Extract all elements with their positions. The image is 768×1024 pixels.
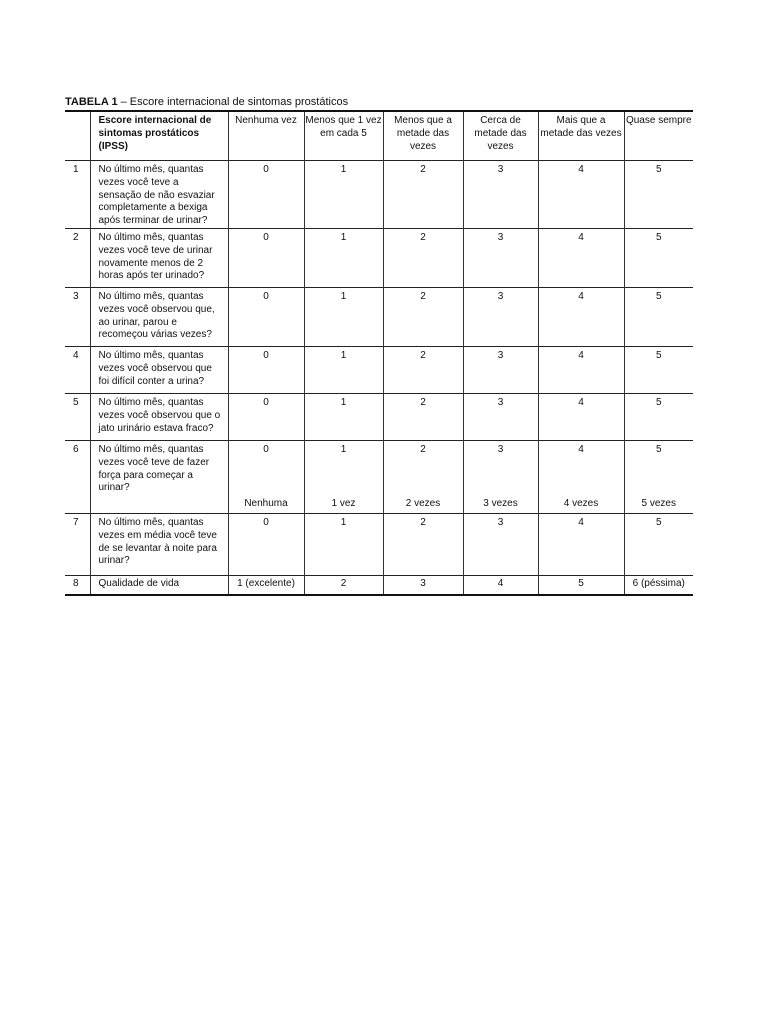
score-cell: 1 (excelente) [228,575,304,595]
row-question: No último mês, quantas vezes você teve de fazer força para começar a urinar? [90,440,228,513]
score-cell: 1 [304,513,383,575]
score-cell [463,440,538,513]
score-cell: 3 [383,575,463,595]
table-caption [65,96,693,110]
row-number: 6 [65,440,90,513]
row-number: 8 [65,575,90,595]
header-option-menos-1-em-5: Menos que 1 vez em cada 5 [304,111,383,161]
score-cell: 0 [228,513,304,575]
score-cell: 0 [228,161,304,229]
score-cell: 3 [463,161,538,229]
score-cell: 4 [463,575,538,595]
score-cell: 0 [228,228,304,287]
score-cell: 1 [304,161,383,229]
frequency-label: 5 vezes [641,498,676,510]
score-cell: 2 [383,513,463,575]
score-cell: 2 [383,287,463,346]
frequency-label: 4 vezes [563,498,599,510]
row-question: No último mês, quantas vezes você teve a sensação de não esvaziar completamente a bexiga após terminar de urinar? [90,161,228,229]
row-question: Qualidade de vida [90,575,228,595]
score-cell: 3 [463,346,538,393]
row-number: 4 [65,346,90,393]
score-cell: 3 [463,393,538,440]
score-cell: 5 [624,228,693,287]
score-cell: 4 [538,287,624,346]
header-number [65,111,90,161]
score-cell: 0 [228,346,304,393]
score-cell: 6 (péssima) [624,575,693,595]
header-question: Escore internacional de sintomas prostáticos (IPSS) [90,111,228,161]
header-option-menos-metade: Menos que a metade das vezes [383,111,463,161]
table-caption-text: – Escore internacional de sintomas prostáticos [117,96,349,108]
header-option-cerca-metade: Cerca de metade das vezes [463,111,538,161]
score-cell: 0 [228,393,304,440]
score-cell: 2 [383,228,463,287]
table-row [65,161,693,229]
table-caption-label: TABELA 1 [65,96,118,108]
header-option-nenhuma-vez: Nenhuma vez [228,111,304,161]
score-cell: 5 [624,393,693,440]
score-cell: 2 [383,161,463,229]
score-cell: 4 [538,161,624,229]
score-cell: 0 [228,287,304,346]
row-number: 5 [65,393,90,440]
score-cell: 1 [304,346,383,393]
score-cell: 2 [383,346,463,393]
score-value: 5 [655,443,662,455]
score-cell: 2 [304,575,383,595]
score-value: 1 [340,443,347,455]
frequency-label: 3 vezes [483,498,518,510]
score-cell: 4 [538,393,624,440]
table-row [65,346,693,393]
score-value: 4 [578,443,584,455]
score-cell: 3 [463,228,538,287]
row-number: 1 [65,161,90,229]
score-cell: 5 [624,161,693,229]
score-cell: 3 [463,287,538,346]
header-option-mais-metade: Mais que a metade das vezes [538,111,624,161]
score-cell: 5 [538,575,624,595]
header-option-quase-sempre: Quase sempre [624,111,693,161]
score-cell: 1 [304,287,383,346]
score-cell: 1 [304,393,383,440]
row-number: 2 [65,228,90,287]
row-question: No último mês, quantas vezes você observou que o jato urinário estava fraco? [90,393,228,440]
frequency-label: 2 vezes [405,498,441,510]
table-header-row [65,111,693,161]
ipss-table [65,110,693,596]
row-question: No último mês, quantas vezes você observou que foi difícil conter a urina? [90,346,228,393]
score-cell: 4 [538,228,624,287]
score-cell: 1 [304,228,383,287]
score-cell: 3 [463,513,538,575]
score-cell [228,440,304,513]
score-cell [383,440,463,513]
frequency-label: 1 vez [331,498,356,510]
score-value: 0 [263,443,269,455]
table-row [65,393,693,440]
score-value: 2 [420,443,426,455]
score-cell: 5 [624,287,693,346]
score-cell [624,440,693,513]
score-cell: 4 [538,513,624,575]
score-cell [304,440,383,513]
document-page [65,96,693,596]
score-cell: 5 [624,513,693,575]
table-row [65,287,693,346]
frequency-label: Nenhuma [244,498,288,510]
table-row [65,228,693,287]
score-cell: 5 [624,346,693,393]
score-cell: 2 [383,393,463,440]
table-row [65,513,693,575]
row-question: No último mês, quantas vezes você teve de urinar novamente menos de 2 horas após ter urinado? [90,228,228,287]
row-question: No último mês, quantas vezes você observou que, ao urinar, parou e recomeçou várias vezes? [90,287,228,346]
score-value: 3 [497,443,504,455]
score-cell [538,440,624,513]
row-number: 3 [65,287,90,346]
table-row [65,575,693,595]
row-number: 7 [65,513,90,575]
table-row [65,440,693,513]
row-question: No último mês, quantas vezes em média você teve de se levantar à noite para urinar? [90,513,228,575]
score-cell: 4 [538,346,624,393]
